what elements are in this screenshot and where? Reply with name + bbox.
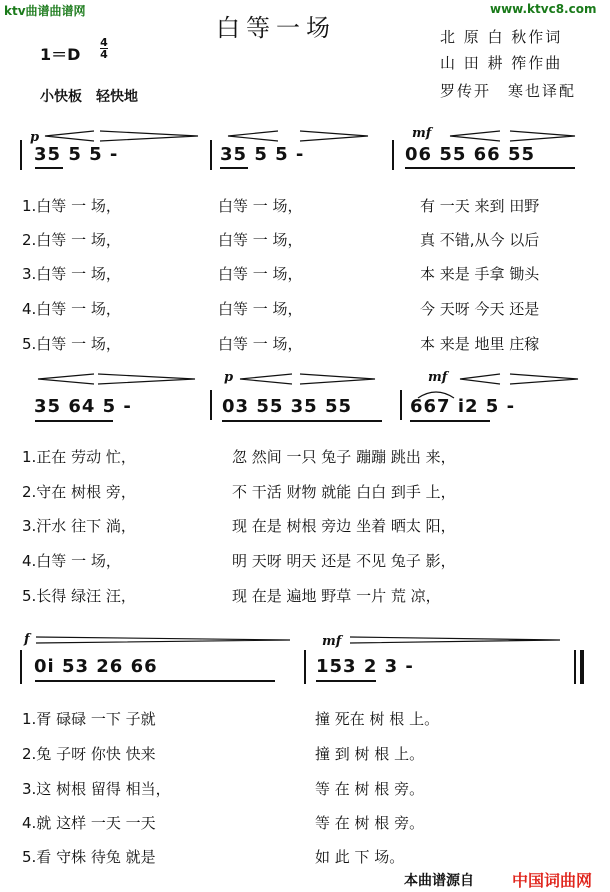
lyric-s1-v4-a: 4.白等 一 场， [22,300,121,318]
measure-3-2: 153 2 3 - [316,656,414,677]
dynamic-f: f [24,632,30,647]
lyric-s2-v2-a: 2.守在 树根 旁， [22,483,136,501]
song-title: 白等一场 [216,14,336,42]
crescendo-hairpin [38,374,94,384]
crescendo-hairpin [240,374,292,384]
lyricist-credit: 北 原 白 秋作词 [440,28,563,46]
lyric-s1-v5-c: 本 来是 地里 庄稼 [420,335,540,353]
lyric-s1-v5-b: 白等 一 场， [218,335,303,353]
lyric-s3-v1-a: 1.胥 碌碌 一下 子就 [22,710,156,728]
lyric-s1-v1-b: 白等 一 场， [218,197,303,215]
final-barline-thick [580,650,584,684]
lyric-s1-v2-c: 真 不错,从今 以后 [420,231,540,249]
measure-2-1: 35 64 5 - [34,396,132,417]
lyric-s2-v4-a: 4.白等 一 场， [22,552,121,570]
crescendo-hairpin [45,131,94,141]
measure-1-1: 35 5 5 - [34,144,119,165]
lyric-s1-v4-c: 今 天呀 今天 还是 [420,300,540,318]
lyric-s3-v5-b: 如 此 下 场。 [315,848,405,866]
barline [210,390,212,420]
beam-underline [316,680,376,682]
key-signature: 1＝D [40,45,81,64]
decrescendo-hairpin [100,131,198,141]
lyric-s2-v4-b: 明 天呀 明天 还是 不见 兔子 影， [232,552,456,570]
time-signature: 4 4 [100,36,108,61]
barline [20,140,22,170]
lyric-s2-v3-a: 3.汗水 往下 淌， [22,517,136,535]
beam-underline [220,167,248,169]
measure-2-2: 03 55 35 55 [222,396,352,417]
dynamic-mf: mf [322,634,342,649]
decrescendo-hairpin [98,374,195,384]
lyric-s1-v4-b: 白等 一 场， [218,300,303,318]
measure-1-2: 35 5 5 - [220,144,305,165]
decrescendo-hairpin [300,374,375,384]
hairpins-system-2 [0,366,610,396]
decrescendo-hairpin [510,374,578,384]
barline [392,140,394,170]
tempo-marking: 小快板 轻快地 [40,89,138,105]
lyric-s3-v1-b: 撞 死在 树 根 上。 [315,710,440,728]
lyric-s3-v2-b: 撞 到 树 根 上。 [315,745,425,763]
lyric-s3-v3-b: 等 在 树 根 旁。 [315,780,425,798]
barline [210,140,212,170]
watermark-right: www.ktvc8.com [490,2,597,16]
beam-underline [405,167,575,169]
lyric-s3-v4-a: 4.就 这样 一天 一天 [22,814,156,832]
lyric-s1-v3-a: 3.白等 一 场， [22,265,121,283]
lyric-s3-v3-a: 3.这 树根 留得 相当， [22,780,171,798]
lyric-s2-v1-b: 忽 然间 一只 兔子 蹦蹦 跳出 来， [232,448,456,466]
final-barline-thin [574,650,576,684]
lyric-s1-v3-b: 白等 一 场， [218,265,303,283]
lyric-s3-v4-b: 等 在 树 根 旁。 [315,814,425,832]
dynamic-p: p [224,370,234,385]
composer-credit: 山 田 耕 筰作曲 [440,54,563,72]
lyric-s2-v5-a: 5.长得 绿汪 汪， [22,587,136,605]
lyric-s3-v5-a: 5.看 守株 待兔 就是 [22,848,156,866]
beam-underline [35,167,63,169]
lyric-s1-v5-a: 5.白等 一 场， [22,335,121,353]
decrescendo-hairpin [36,637,290,643]
measure-1-3: 06 55 66 55 [405,144,535,165]
lyric-s1-v3-c: 本 来是 手拿 锄头 [420,265,540,283]
lyric-s1-v2-b: 白等 一 场， [218,231,303,249]
beam-underline [222,420,382,422]
beam-underline [35,680,275,682]
dynamic-mf: mf [412,126,432,141]
hairpins-system-3 [0,632,610,652]
lyric-s3-v2-a: 2.兔 子呀 你快 快来 [22,745,156,763]
decrescendo-hairpin [350,637,560,643]
arranger-credit: 罗传开 寒也译配 [440,82,577,100]
lyric-s1-v1-c: 有 一天 来到 田野 [420,197,540,215]
barline [20,650,22,684]
lyric-s1-v1-a: 1.白等 一 场， [22,197,121,215]
beam-underline [410,420,490,422]
crescendo-hairpin [228,131,278,141]
decrescendo-hairpin [300,131,368,141]
lyric-s1-v2-a: 2.白等 一 场， [22,231,121,249]
crescendo-hairpin [450,131,500,141]
watermark-left: ktv曲谱曲谱网 [4,4,86,18]
beam-underline [35,420,113,422]
footer-site-name[interactable]: 中国词曲网 [512,871,593,890]
measure-3-1: 0i 53 26 66 [34,656,158,677]
footer-source-label: 本曲谱源自 [404,873,474,889]
decrescendo-hairpin [510,131,575,141]
lyric-s2-v1-a: 1.正在 劳动 忙， [22,448,136,466]
lyric-s2-v5-b: 现 在是 遍地 野草 一片 荒 凉， [232,587,441,605]
lyric-s2-v2-b: 不 干活 财物 就能 白白 到手 上， [232,483,456,501]
dynamic-p: p [30,130,40,145]
barline [304,650,306,684]
dynamic-mf: mf [428,370,448,385]
measure-2-3: 667 i2 5 - [410,396,516,417]
lyric-s2-v3-b: 现 在是 树根 旁边 坐着 晒太 阳， [232,517,456,535]
crescendo-hairpin [460,374,500,384]
barline [400,390,402,420]
